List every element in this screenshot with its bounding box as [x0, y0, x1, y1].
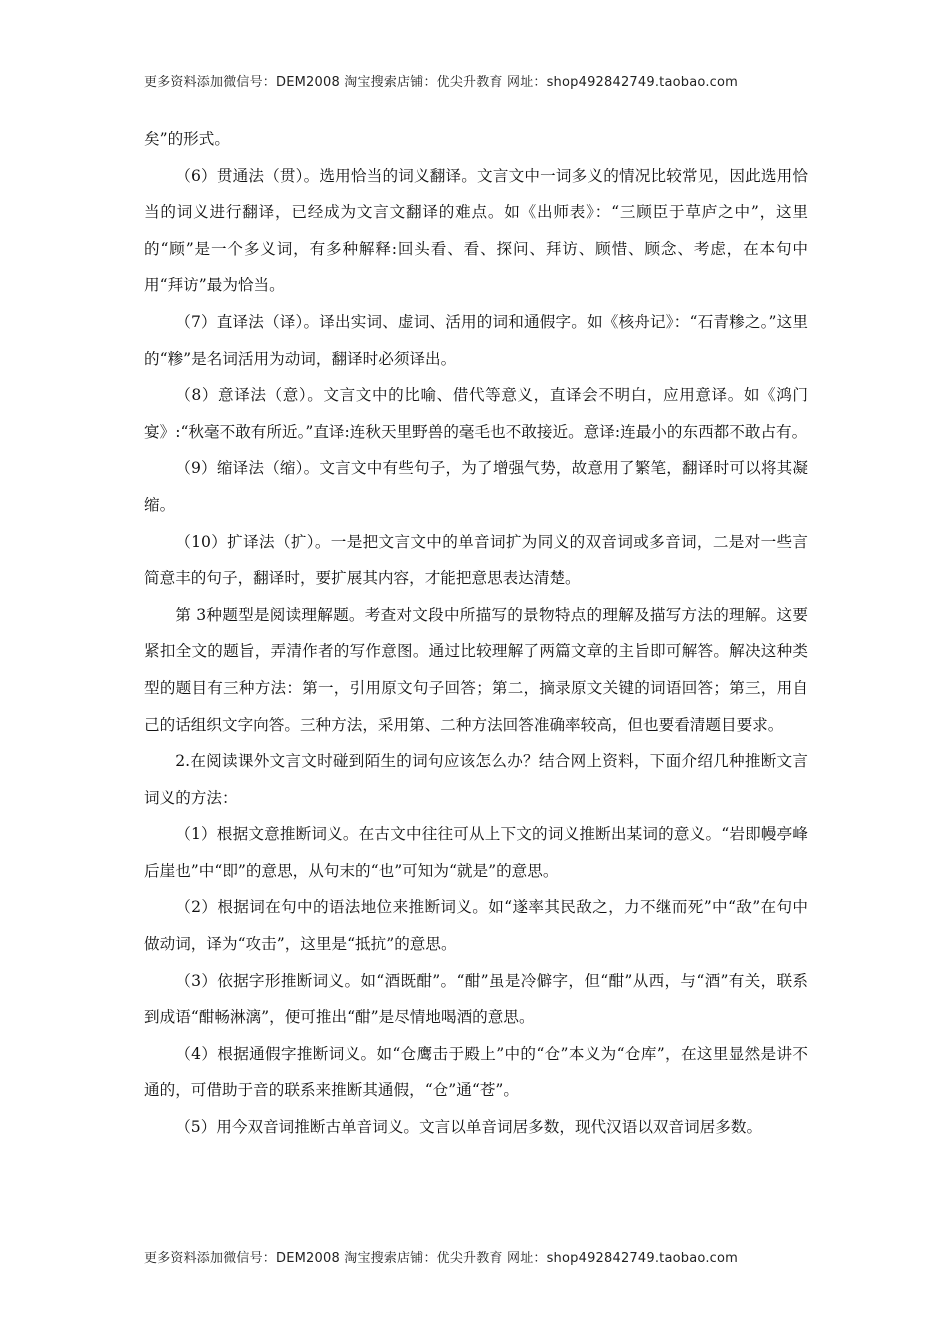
page-header: 更多资料添加微信号：DEM2008 淘宝搜索店铺：优尖升教育 网址：shop492842749.taobao.com: [144, 75, 739, 90]
page-footer: 更多资料添加微信号：DEM2008 淘宝搜索店铺：优尖升教育 网址：shop492842749.taobao.com: [144, 1251, 739, 1266]
document-body: [144, 121, 808, 1146]
paragraph-continuation: 矣”的形式。: [144, 130, 230, 148]
paragraph-infer-5: （5）用今双音词推断古单音词义。文言以单音词居多数，现代汉语以双音词居多数。: [175, 1118, 763, 1137]
paragraph-question-type-3: 第 3种题型是阅读理解题。考查对文段中所描写的景物特点的理解及描写方法的理解。这要紧扣全文的题旨，弄清作者的写作意图。通过比较理解了两篇文章的主旨即可解答。解决这种类型的题目有三种方法：第一，引用原文句子回答；第二，摘录原文关键的词语回答；第三，用自己的话组织文字向答。三种方法，采用第、二种方法回答准确率较高，但也要看清题目要求。: [144, 605, 808, 734]
paragraph-method-6: （6）贯通法（贯）。选用恰当的词义翻译。文言文中一词多义的情况比较常见，因此选用恰当的词义进行翻译，已经成为文言文翻译的难点。如《出师表》：“三顾臣于草庐之中”，这里的“顾”是一个多义词，有多种解释:回头看、看、探问、拜访、顾惜、顾念、考虑，在本句中用“拜访”最为恰当。: [144, 166, 808, 295]
paragraph-method-8: （8）意译法（意）。文言文中的比喻、借代等意义，直译会不明白，应用意译。如《鸿门宴》:“秋毫不敢有所近。”直译:连秋天里野兽的毫毛也不敢接近。意译:连最小的东西都不敢占有。: [144, 386, 808, 441]
paragraph-section-2: 2.在阅读课外文言文时碰到陌生的词句应该怎么办？结合网上资料，下面介绍几种推断文言词义的方法：: [144, 752, 808, 807]
paragraph-method-7: （7）直译法（译）。译出实词、虚词、活用的词和通假字。如《核舟记》：“石青糁之。”这里的“糁”是名词活用为动词，翻译时必须译出。: [144, 312, 808, 368]
paragraph-infer-1: （1）根据文意推断词义。在古文中往往可从上下文的词义推断出某词的意义。“岩即幔亭峰后崖也”中“即”的意思，从句末的“也”可知为“就是”的意思。: [144, 825, 808, 880]
paragraph-infer-2: （2）根据词在句中的语法地位来推断词义。如“遂率其民敌之，力不继而死”中“敌”在句中做动词，译为“攻击”，这里是“抵抗”的意思。: [144, 898, 808, 954]
paragraph-method-9: （9）缩译法（缩）。文言文中有些句子，为了增强气势，故意用了繁笔，翻译时可以将其凝缩。: [144, 459, 808, 514]
paragraph-method-10: （10）扩译法（扩）。一是把文言文中的单音词扩为同义的双音词或多音词，二是对一些言简意丰的句子，翻译时，要扩展其内容，才能把意思表达清楚。: [144, 532, 808, 588]
paragraph-infer-4: （4）根据通假字推断词义。如“仓鹰击于殿上”中的“仓”本义为“仓库”，在这里显然是讲不通的，可借助于音的联系来推断其通假，“仓”通“苍”。: [144, 1044, 808, 1100]
paragraph-infer-3: （3）依据字形推断词义。如“酒既酣”。“酣”虽是冷僻字，但“酣”从西，与“酒”有关，联系到成语“酣畅淋漓”，便可推出“酣”是尽情地喝酒的意思。: [144, 971, 808, 1027]
